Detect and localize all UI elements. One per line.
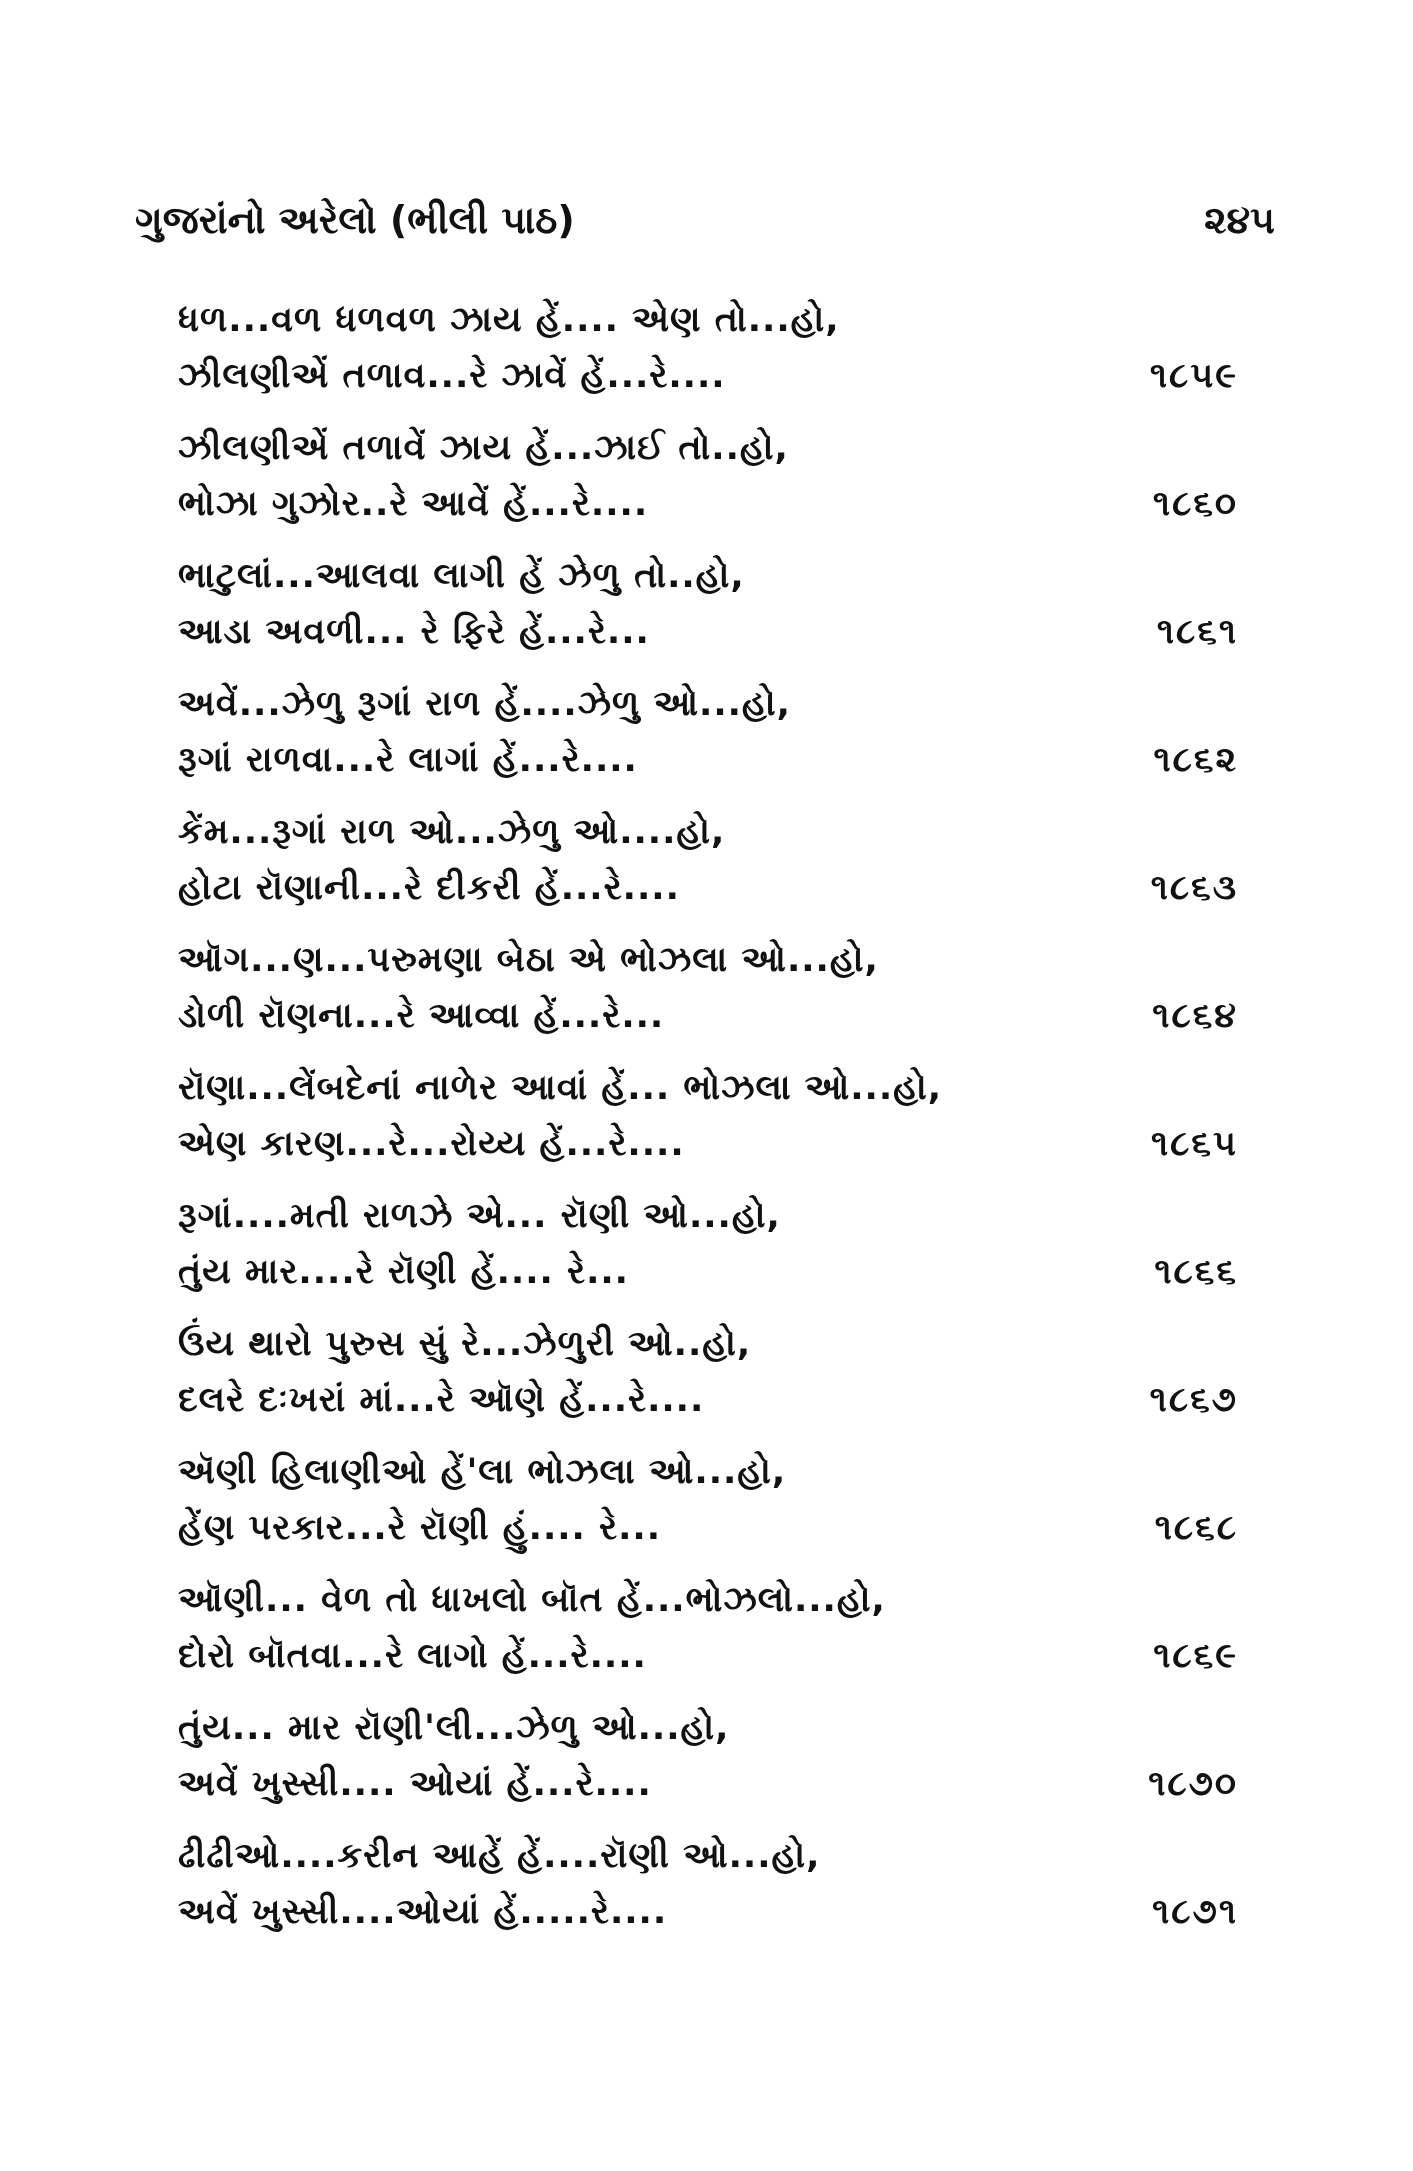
verse-number: ૧૮૬૭ (1149, 1380, 1238, 1420)
stanza (178, 676, 1238, 804)
stanza (178, 1444, 1238, 1572)
verse-line: હોટા રૉણાની...રે દીકરી હેં...રે.... (178, 868, 680, 908)
stanza (178, 1700, 1238, 1828)
verse-line: રૂગાં....મતી રાળઝે એ... રૉણી ઓ...હો, (178, 1196, 781, 1236)
verse-line: ઑણી... વેળ તો ધાખલો બૉત હેં...ભોઝલો...હો, (178, 1580, 886, 1620)
verse-line: ઉંય થારો પુરુસ સું રે...ઝેળુરી ઓ..હો, (178, 1324, 752, 1364)
verse-line: કેંમ...રૂગાં રાળ ઓ...ઝેળુ ઓ....હો, (178, 812, 726, 852)
verse-line: ઝીલણીએં તળાવેં ઝાય હેં...ઝાઈ તો..હો, (178, 428, 789, 468)
verse-number: ૧૮૬૮ (1154, 1508, 1238, 1548)
page-number: ૨૪૫ (1204, 197, 1275, 242)
stanza (178, 420, 1238, 548)
stanza (178, 548, 1238, 676)
stanza (178, 292, 1238, 420)
stanza (178, 1572, 1238, 1700)
verse-line: એણ કારણ...રે...રોય્ય હેં...રે.... (178, 1124, 685, 1164)
verse-line: ધળ...વળ ધળવળ ઝાય હેં.... એણ તો...હો, (178, 300, 840, 340)
verse-line: ભોઝા ગુઝોર..રે આવેં હેં...રે.... (178, 484, 649, 524)
stanza (178, 1828, 1238, 1956)
stanza (178, 1060, 1238, 1188)
verse-number: ૧૮૬૫ (1151, 1124, 1238, 1164)
verse-line: ઍણી હિલાણીઓ હેં'લા ભોઝલા ઓ...હો, (178, 1452, 787, 1492)
stanza (178, 932, 1238, 1060)
stanza (178, 1316, 1238, 1444)
verse-line: અવેં...ઝેળુ રૂગાં રાળ હેં....ઝેળુ ઓ...હો, (178, 684, 791, 724)
chapter-title: ગુજરાંનો અરેલો (ભીલી પાઠ) (135, 197, 575, 242)
verse-line: અવેં ખુસ્સી.... ઓયાં હેં...રે.... (178, 1764, 652, 1804)
verse-line: દલરે દઃખરાં માં...રે ઑણે હેં...રે.... (178, 1380, 705, 1420)
verse-number: ૧૮૬૪ (1152, 996, 1238, 1036)
verse-number: ૧૮૭૧ (1152, 1892, 1238, 1932)
verse-line: ભાટુલાં...આલવા લાગી હેં ઝેળુ તો..હો, (178, 556, 745, 596)
verse-line: ડોળી રૉણના...રે આવ્વા હેં...રે... (178, 996, 665, 1036)
verse-number: ૧૮૫૯ (1149, 356, 1238, 396)
verse-number: ૧૮૬૨ (1153, 740, 1238, 780)
verse-line: તુંય... માર રૉણી'લી...ઝેળુ ઓ...હો, (178, 1708, 730, 1748)
verse-line: રૂગાં રાળવા...રે લાગાં હેં...રે.... (178, 740, 638, 780)
verse-line: રૉણા...લેંબદેનાં નાળેર આવાં હેં... ભોઝલા ઓ...હો, (178, 1068, 943, 1108)
verse-line: અવેં ખુસ્સી....ઓયાં હેં.....રે.... (178, 1892, 668, 1932)
verse-line: ઑગ...ણ...પરુમણા બેઠા એ ભોઝલા ઓ...હો, (178, 940, 879, 980)
verse-number: ૧૮૬૩ (1150, 868, 1238, 908)
verse-number: ૧૮૬૦ (1152, 484, 1238, 524)
verse-line: દોરો બૉતવા...રે લાગો હેં...રે.... (178, 1636, 647, 1676)
verse-list (178, 292, 1238, 1956)
verse-line: ઝીલણીએં તળાવ...રે ઝાવેં હેં...રે.... (178, 356, 726, 396)
verse-line: આડા અવળી... રે ફિરે હેં...રે... (178, 612, 650, 652)
running-header (135, 190, 1275, 250)
verse-line: હેંણ પરકાર...રે રૉણી હું.... રે... (178, 1508, 662, 1548)
verse-line: તુંય માર....રે રૉણી હેં.... રે... (178, 1252, 629, 1292)
verse-number: ૧૮૭૦ (1148, 1764, 1238, 1804)
stanza (178, 1188, 1238, 1316)
stanza (178, 804, 1238, 932)
verse-number: ૧૮૬૯ (1153, 1636, 1238, 1676)
verse-number: ૧૮૬૬ (1154, 1252, 1238, 1292)
verse-line: ઢીઢીઓ....કરીન આહેં હેં....રૉણી ઓ...હો, (178, 1836, 821, 1876)
verse-number: ૧૮૬૧ (1156, 612, 1238, 652)
